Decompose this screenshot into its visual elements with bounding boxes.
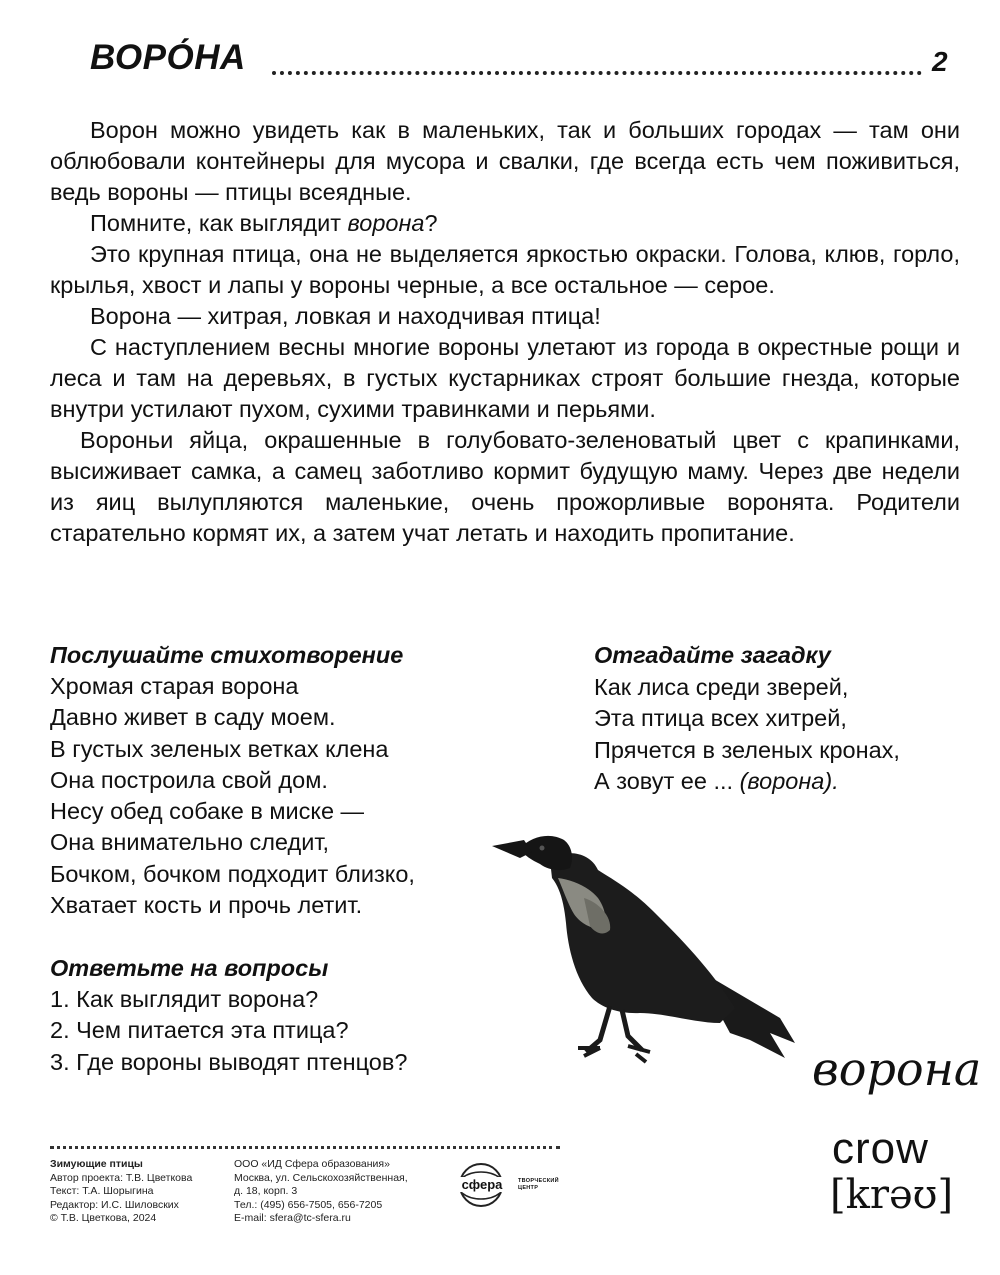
cursive-word: ворона [812,1042,982,1096]
footer-credits [50,1158,192,1226]
publisher-line: E-mail: sfera@tc-sfera.ru [234,1212,351,1225]
footer-dotted-line [50,1146,560,1149]
riddle-text [594,672,900,797]
publisher-line: д. 18, корп. 3 [234,1185,298,1198]
poem-line: Бочком, бочком подходит близко, [50,860,415,887]
paragraph-1: Ворон можно увидеть как в маленьких, так и больших городах — там они облюбовали контейнеры для мусора и свалки, где всегда есть чем поживиться, ведь вороны — птицы всеядные. [50,117,960,205]
book-series: Зимующие птицы [50,1158,143,1170]
poem-line: Хватает кость и прочь летит. [50,892,363,919]
page-title: ВОРО́НА [90,38,246,77]
publisher-line: Тел.: (495) 656-7505, 656-7205 [234,1198,383,1211]
english-word: crow [832,1124,929,1173]
publisher-line: ООО «ИД Сфера образования» [234,1158,390,1170]
poem-line: В густых зеленых ветках клена [50,735,389,762]
paragraph-4: С наступлением весны многие вороны улетают из города в окрестные рощи и леса и там на деревьях, в густых кустарниках строят большие гнезда, которые внутри устилают пухом, сухими травинками и перьями. [50,334,960,422]
poem-line: Она внимательно следит, [50,829,330,856]
question-item: 2. Чем питается эта птица? [50,1017,349,1044]
logo-text: сфера [450,1177,514,1192]
crow-illustration [480,818,810,1078]
paragraph-5: Вороньи яйца, окрашенные в голубовато-зеленоватый цвет с крапинками, высиживает самка, а самец заботливо кормит будущую маму. Через две недели из яиц вылупляются маленькие, очень прожорливые воронята. Родители старательно кормят их, а затем учат летать и находить пропитание. [50,427,960,546]
riddle-line: Эта птица всех хитрей, [594,705,847,732]
credit-line: Текст: Т.А. Шорыгина [50,1185,154,1198]
question-item: 3. Где вороны выводят птенцов? [50,1048,408,1075]
poem-heading: Послушайте стихотворение [50,642,404,668]
paragraph-question: Помните, как выглядит ворона? [90,210,438,236]
poem-line: Она построила свой дом. [50,766,328,793]
transcription: [krəʊ] [830,1172,954,1218]
riddle-answer: (ворона). [739,767,839,794]
riddle-line: А зовут ее ... (ворона). [594,767,839,794]
question-item: 1. Как выглядит ворона? [50,986,319,1012]
riddle-heading: Отгадайте загадку [594,642,831,668]
article-body [50,115,960,549]
sfera-logo [448,1160,560,1210]
paragraph-2: Это крупная птица, она не выделяется яркостью окраски. Голова, клюв, горло, крылья, хвост и лапы у вороны черные, а все остальное — серое. [50,241,960,298]
questions-list [50,984,407,1078]
title-dotted-leader [272,71,922,75]
paragraph-3: Ворона — хитрая, ловкая и находчивая птица! [90,303,601,329]
credit-line: Автор проекта: Т.В. Цветкова [50,1171,193,1184]
riddle-line: Как лиса среди зверей, [594,674,849,700]
poem-line: Несу обед собаке в миске — [50,798,365,825]
poem-line: Хромая старая ворона [50,673,299,699]
publisher-line: Москва, ул. Сельскохозяйственная, [234,1171,408,1184]
poem-line: Давно живет в саду моем. [50,704,336,731]
credit-line: Редактор: И.С. Шиловских [50,1198,179,1211]
credit-line: © Т.В. Цветкова, 2024 [50,1212,157,1225]
page-number: 2 [932,46,948,77]
footer-publisher [234,1158,408,1226]
logo-subtitle: ТВОРЧЕСКИЙ ЦЕНТР [518,1178,559,1191]
questions-heading: Ответьте на вопросы [50,955,329,981]
riddle-line: Прячется в зеленых кронах, [594,736,900,763]
poem-text [50,671,415,921]
